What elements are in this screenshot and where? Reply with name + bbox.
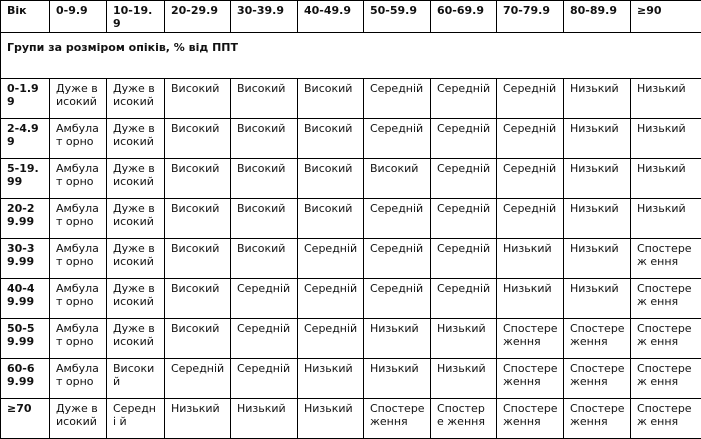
risk-cell: Дуже високий	[50, 399, 107, 439]
risk-cell: Амбулат орно	[50, 119, 107, 159]
risk-cell: Середні й	[107, 399, 165, 439]
risk-cell: Високий	[298, 199, 364, 239]
header-column-cell: ≥90	[631, 1, 701, 33]
risk-cell: Низький	[564, 159, 631, 199]
risk-cell: Високий	[165, 119, 231, 159]
risk-cell: Середній	[364, 199, 431, 239]
risk-cell: Спостере ження	[564, 319, 631, 359]
risk-cell: Амбулат орно	[50, 199, 107, 239]
risk-cell: Низький	[298, 399, 364, 439]
risk-cell: Високий	[165, 279, 231, 319]
risk-cell: Середній	[298, 279, 364, 319]
risk-cell: Середній	[231, 279, 298, 319]
risk-cell: Низький	[631, 119, 701, 159]
age-group-cell: 2-4.99	[1, 119, 50, 159]
risk-cell: Низький	[497, 239, 564, 279]
risk-cell: Спостереж ення	[631, 399, 701, 439]
age-group-cell: 50-59.99	[1, 319, 50, 359]
risk-cell: Низький	[564, 279, 631, 319]
risk-cell: Дуже високий	[107, 199, 165, 239]
risk-cell: Дуже високий	[107, 159, 165, 199]
risk-cell: Низький	[497, 279, 564, 319]
risk-cell: Амбулат орно	[50, 239, 107, 279]
risk-cell: Середній	[364, 119, 431, 159]
risk-cell: Середній	[364, 279, 431, 319]
risk-cell: Середній	[231, 319, 298, 359]
risk-cell: Амбулат орно	[50, 319, 107, 359]
risk-cell: Дуже високий	[107, 279, 165, 319]
risk-cell: Високий	[165, 159, 231, 199]
risk-cell: Дуже високий	[107, 79, 165, 119]
risk-cell: Спостереж ення	[631, 319, 701, 359]
table-row	[1, 119, 701, 159]
header-column-cell: 30-39.9	[231, 1, 298, 33]
risk-cell: Середній	[431, 279, 497, 319]
risk-cell: Середній	[165, 359, 231, 399]
risk-cell: Низький	[298, 359, 364, 399]
risk-cell: Спостере ження	[364, 399, 431, 439]
risk-cell: Спостереж ення	[631, 239, 701, 279]
risk-cell: Низький	[364, 359, 431, 399]
risk-cell: Високий	[298, 79, 364, 119]
risk-cell: Високий	[231, 159, 298, 199]
table-row	[1, 319, 701, 359]
header-row	[1, 1, 701, 33]
risk-cell: Високий	[231, 199, 298, 239]
risk-cell: Середній	[431, 79, 497, 119]
risk-cell: Дуже високий	[50, 79, 107, 119]
risk-cell: Спостереж ення	[631, 359, 701, 399]
table-row	[1, 199, 701, 239]
risk-cell: Середній	[431, 119, 497, 159]
header-column-cell: 10-19.9	[107, 1, 165, 33]
risk-cell: Середній	[298, 319, 364, 359]
risk-cell: Низький	[231, 399, 298, 439]
risk-cell: Високий	[165, 239, 231, 279]
header-column-cell: 40-49.9	[298, 1, 364, 33]
age-group-cell: 40-49.99	[1, 279, 50, 319]
table-body	[1, 1, 701, 439]
risk-cell: Низький	[165, 399, 231, 439]
risk-cell: Амбулат орно	[50, 359, 107, 399]
risk-cell: Низький	[564, 199, 631, 239]
risk-cell: Низький	[431, 319, 497, 359]
age-group-cell: 60-69.99	[1, 359, 50, 399]
risk-cell: Середній	[298, 239, 364, 279]
table-row	[1, 399, 701, 439]
header-age-cell: Вік	[1, 1, 50, 33]
age-group-cell: 20-29.99	[1, 199, 50, 239]
group-title-row	[1, 33, 701, 79]
table-row	[1, 279, 701, 319]
risk-cell: Середній	[431, 239, 497, 279]
table-row	[1, 359, 701, 399]
risk-cell: Спостере ження	[497, 319, 564, 359]
table-row	[1, 239, 701, 279]
risk-cell: Спостере ження	[497, 359, 564, 399]
risk-cell: Високий	[298, 159, 364, 199]
risk-cell: Низький	[631, 199, 701, 239]
header-column-cell: 80-89.9	[564, 1, 631, 33]
risk-cell: Низький	[564, 239, 631, 279]
risk-cell: Спостере ження	[431, 399, 497, 439]
risk-cell: Середній	[364, 79, 431, 119]
age-group-cell: 5-19.99	[1, 159, 50, 199]
header-column-cell: 70-79.9	[497, 1, 564, 33]
header-column-cell: 60-69.9	[431, 1, 497, 33]
risk-cell: Високий	[231, 239, 298, 279]
age-group-cell: ≥70	[1, 399, 50, 439]
table-row	[1, 159, 701, 199]
risk-cell: Середній	[364, 239, 431, 279]
risk-cell: Високий	[165, 199, 231, 239]
risk-cell: Дуже високий	[107, 239, 165, 279]
risk-cell: Спостере ження	[564, 359, 631, 399]
risk-cell: Високий	[107, 359, 165, 399]
risk-cell: Низький	[631, 159, 701, 199]
risk-cell: Середній	[497, 159, 564, 199]
risk-cell: Середній	[231, 359, 298, 399]
risk-cell: Високий	[231, 119, 298, 159]
risk-cell: Спостере ження	[564, 399, 631, 439]
risk-cell: Високий	[231, 79, 298, 119]
group-title-cell: Групи за розміром опіків, % від ППТ	[1, 33, 701, 79]
header-column-cell: 20-29.9	[165, 1, 231, 33]
risk-cell: Низький	[364, 319, 431, 359]
risk-cell: Спостереж ення	[631, 279, 701, 319]
risk-cell: Середній	[497, 199, 564, 239]
risk-cell: Високий	[165, 319, 231, 359]
risk-cell: Низький	[431, 359, 497, 399]
risk-cell: Низький	[631, 79, 701, 119]
age-group-cell: 0-1.99	[1, 79, 50, 119]
risk-cell: Середній	[431, 199, 497, 239]
risk-cell: Високий	[364, 159, 431, 199]
risk-cell: Високий	[298, 119, 364, 159]
risk-cell: Середній	[497, 119, 564, 159]
risk-cell: Спостере ження	[497, 399, 564, 439]
risk-cell: Низький	[564, 119, 631, 159]
risk-cell: Середній	[431, 159, 497, 199]
risk-cell: Дуже високий	[107, 319, 165, 359]
risk-cell: Середній	[497, 79, 564, 119]
table-row	[1, 79, 701, 119]
header-column-cell: 50-59.9	[364, 1, 431, 33]
age-group-cell: 30-39.99	[1, 239, 50, 279]
risk-cell: Амбулат орно	[50, 159, 107, 199]
risk-cell: Низький	[564, 79, 631, 119]
header-column-cell: 0-9.9	[50, 1, 107, 33]
risk-cell: Високий	[165, 79, 231, 119]
risk-cell: Дуже високий	[107, 119, 165, 159]
risk-cell: Амбулат орно	[50, 279, 107, 319]
